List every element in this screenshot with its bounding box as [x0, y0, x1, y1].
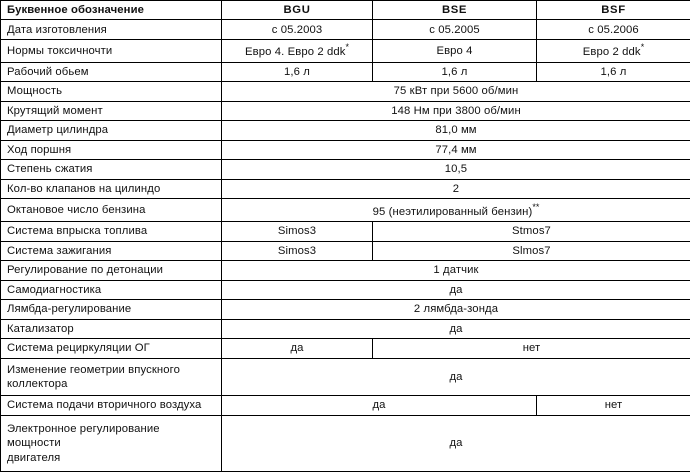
row-value: 2	[222, 179, 690, 198]
row-value: с 05.2005	[373, 20, 537, 39]
row-value: 1 датчик	[222, 261, 690, 280]
table-row	[1, 121, 690, 140]
table-row	[1, 319, 690, 338]
row-label: Мощность	[1, 82, 222, 101]
table-row	[1, 82, 690, 101]
row-label: Кол-во клапанов на цилиндо	[1, 179, 222, 198]
row-value: Евро 2 ddk*	[537, 39, 690, 62]
row-label: Регулирование по детонации	[1, 261, 222, 280]
row-value: 1,6 л	[373, 62, 537, 81]
row-label: Степень сжатия	[1, 160, 222, 179]
row-label	[1, 358, 222, 396]
table-row	[1, 62, 690, 81]
table-row	[1, 396, 690, 415]
column-header-bgu: BGU	[222, 1, 373, 20]
row-value: 95 (неэтилированный бензин)**	[222, 199, 690, 222]
table-row	[1, 261, 690, 280]
footnote-marker: **	[532, 201, 540, 212]
row-label: Система впрыска топлива	[1, 222, 222, 241]
row-label: Октановое число бензина	[1, 199, 222, 222]
row-label	[1, 415, 222, 471]
table-row	[1, 101, 690, 120]
row-label: Лямбда-регулирование	[1, 300, 222, 319]
row-value: 77,4 мм	[222, 140, 690, 159]
row-value: с 05.2006	[537, 20, 690, 39]
row-value: с 05.2003	[222, 20, 373, 39]
row-value: нет	[537, 396, 690, 415]
row-value: да	[222, 339, 373, 358]
table-row	[1, 39, 690, 62]
row-label-line-1: Электронное регулирование мощности	[7, 422, 160, 450]
table-header-row	[1, 1, 690, 20]
table-body	[1, 1, 690, 472]
row-label: Нормы токсичночти	[1, 39, 222, 62]
row-value: да	[222, 319, 690, 338]
row-value: 1,6 л	[222, 62, 373, 81]
row-value: 148 Нм при 3800 об/мин	[222, 101, 690, 120]
table-row	[1, 415, 690, 471]
row-label: Диаметр цилиндра	[1, 121, 222, 140]
table-row	[1, 241, 690, 260]
row-value: Slmos7	[373, 241, 690, 260]
row-label: Самодиагностика	[1, 280, 222, 299]
row-value: 2 лямбда-зонда	[222, 300, 690, 319]
row-value: да	[222, 280, 690, 299]
row-label-line-1: Изменение геометрии впускного	[7, 363, 180, 376]
column-header-bse: BSE	[373, 1, 537, 20]
table-row	[1, 358, 690, 396]
table-row	[1, 300, 690, 319]
row-label-line-2: двигателя	[7, 451, 61, 464]
footnote-marker: *	[345, 42, 349, 53]
row-value: 10,5	[222, 160, 690, 179]
row-value: 75 кВт при 5600 об/мин	[222, 82, 690, 101]
table-row	[1, 280, 690, 299]
row-label: Система зажигания	[1, 241, 222, 260]
row-label-line-2: коллектора	[7, 378, 68, 391]
row-label: Крутящий момент	[1, 101, 222, 120]
row-label: Ход поршня	[1, 140, 222, 159]
row-value: да	[222, 415, 690, 471]
table-row	[1, 339, 690, 358]
table-row	[1, 199, 690, 222]
row-value: Simos3	[222, 241, 373, 260]
row-value: да	[222, 396, 537, 415]
row-value: Stmos7	[373, 222, 690, 241]
table-row	[1, 179, 690, 198]
row-value: Евро 4. Евро 2 ddk*	[222, 39, 373, 62]
table-row	[1, 222, 690, 241]
row-label: Дата изготовления	[1, 20, 222, 39]
column-header-bsf: BSF	[537, 1, 690, 20]
table-row	[1, 160, 690, 179]
row-value: нет	[373, 339, 690, 358]
table-row	[1, 20, 690, 39]
row-label: Рабочий обьем	[1, 62, 222, 81]
row-label: Катализатор	[1, 319, 222, 338]
row-value: 1,6 л	[537, 62, 690, 81]
row-label: Система подачи вторичного воздуха	[1, 396, 222, 415]
row-value: да	[222, 358, 690, 396]
table-row	[1, 140, 690, 159]
row-value: Евро 4	[373, 39, 537, 62]
row-value: 81,0 мм	[222, 121, 690, 140]
footnote-marker: *	[640, 42, 645, 53]
row-value: Simos3	[222, 222, 373, 241]
row-label: Система рециркуляции ОГ	[1, 339, 222, 358]
column-header-label: Буквенное обозначение	[1, 1, 222, 20]
